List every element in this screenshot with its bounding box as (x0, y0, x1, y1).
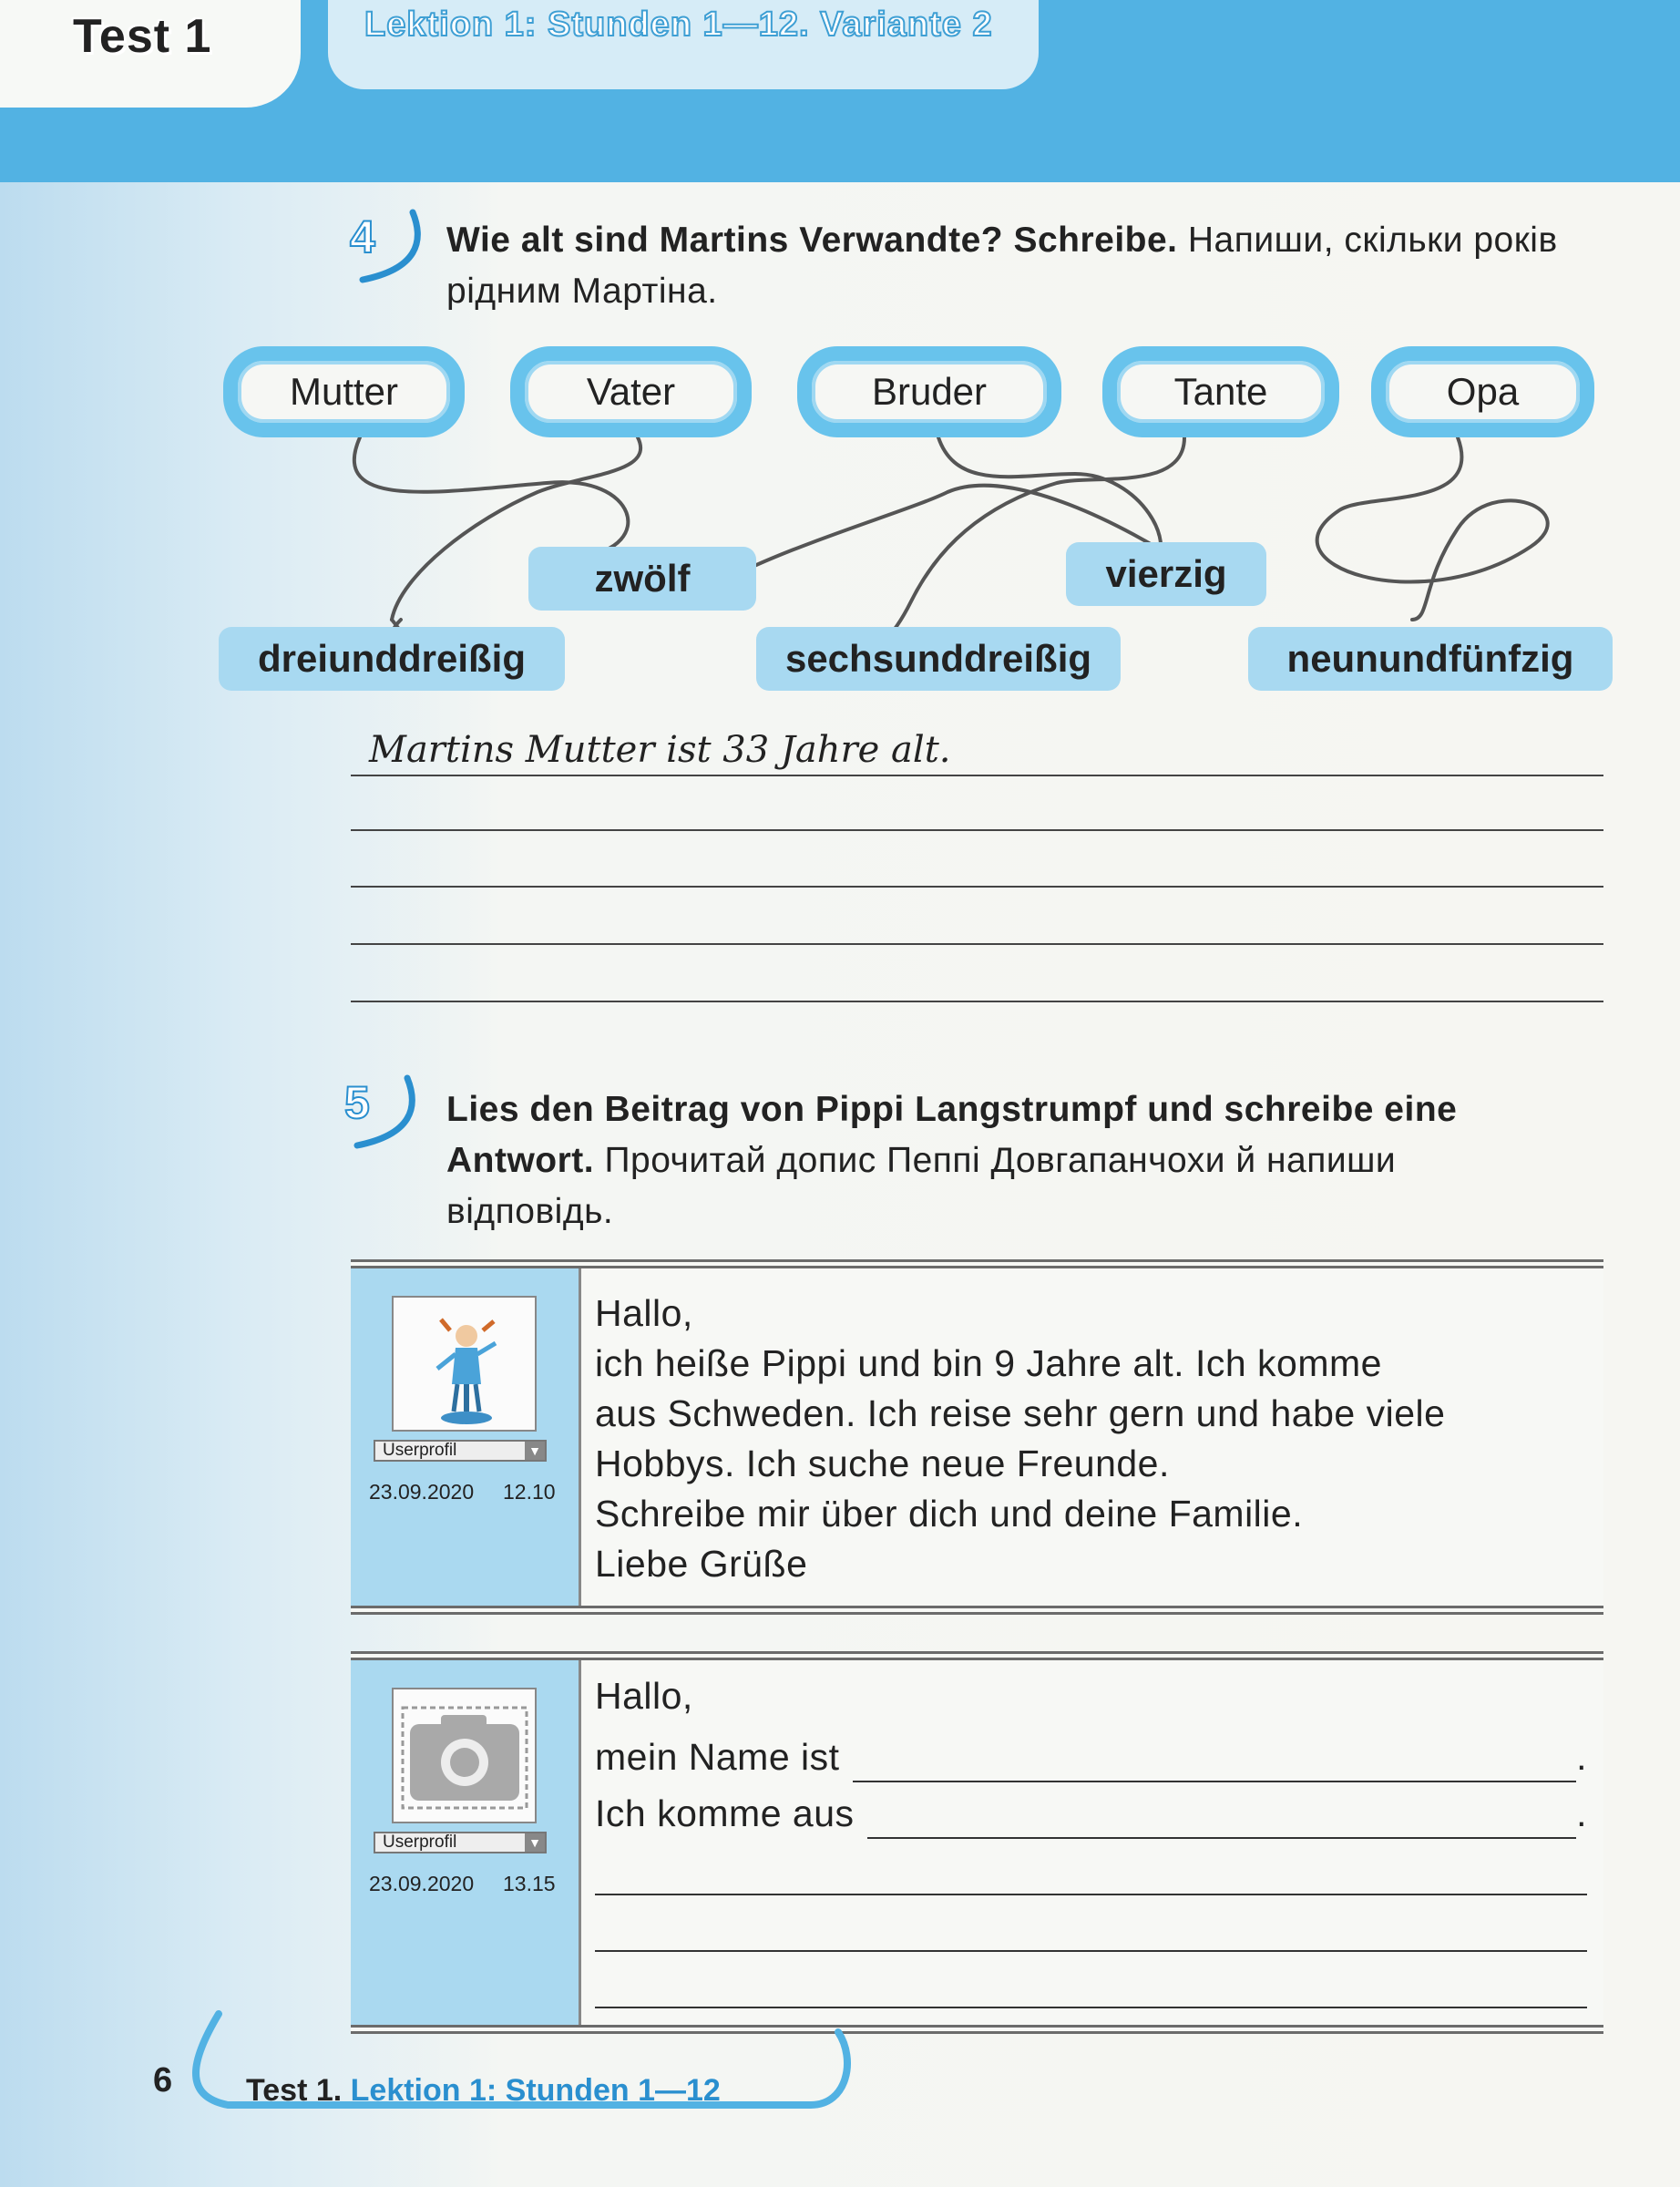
camera-placeholder-icon (394, 1689, 535, 1822)
page-number: 6 (153, 2061, 173, 2100)
number-label-dreiunddreissig: dreiunddreißig (219, 627, 565, 691)
post-line: Hallo, (595, 1292, 693, 1334)
reply-free-row (595, 1839, 1587, 1895)
forum-post-pippi (351, 1259, 1603, 1615)
task-number-badge (339, 1071, 421, 1153)
post-line: ich heiße Pippi und bin 9 Jahre alt. Ich komme (595, 1342, 1382, 1384)
post-time: 12.10 (503, 1480, 556, 1504)
profile-dropdown[interactable] (374, 1832, 547, 1853)
task5-title-de: Lies den Beitrag von Pippi Langstrumpf und schreibe eine (446, 1090, 1458, 1129)
post-line: Hobbys. Ich suche neue Freunde. (595, 1443, 1170, 1484)
relative-box-mutter: Mutter (223, 346, 465, 437)
relative-box-opa: Opa (1371, 346, 1594, 437)
lesson-title: Lektion 1: Stunden 1—12. Variante 2 (364, 5, 993, 44)
number-label-sechsunddreissig: sechsunddreißig (756, 627, 1121, 691)
answer-line[interactable] (351, 775, 1603, 776)
task5-title-de-end: Antwort. (446, 1141, 595, 1180)
number-label-neunundfuenfzig: neunundfünfzig (1248, 627, 1613, 691)
number-label-vierzig: vierzig (1066, 542, 1266, 606)
reply-free-row (595, 1895, 1587, 1952)
reply-country-label: Ich komme aus (595, 1792, 855, 1834)
post-time: 13.15 (503, 1872, 556, 1895)
relative-box-vater: Vater (510, 346, 752, 437)
reply-free-row (595, 1952, 1587, 2008)
task-number: 4 (350, 211, 375, 262)
test-label: Test 1 (73, 10, 212, 63)
avatar (392, 1296, 537, 1432)
post-line: Schreibe mir über dich und deine Familie. (595, 1493, 1304, 1535)
reply-greeting: Hallo, (595, 1675, 693, 1717)
post-line: aus Schweden. Ich reise sehr gern und habe viele (595, 1392, 1446, 1434)
task4-title-uk: Напиши, скільки років рідним Мартіна. (446, 221, 1558, 311)
footer-test: Test 1. (246, 2073, 343, 2108)
relative-box-tante: Tante (1102, 346, 1339, 437)
answer-line[interactable] (595, 1914, 1587, 1952)
relative-box-bruder: Bruder (797, 346, 1061, 437)
reply-name-row (595, 1726, 1587, 1782)
profile-dropdown-label: Userprofil (383, 1441, 457, 1460)
post-date: 23.09.2020 (369, 1480, 475, 1504)
post-line: Liebe Grüße (595, 1543, 808, 1585)
answer-line[interactable] (351, 829, 1603, 831)
user-profile-panel (351, 1660, 581, 2025)
footer-bracket (118, 2005, 866, 2132)
answer-line[interactable] (351, 943, 1603, 945)
task4-title-de: Wie alt sind Martins Verwandte? Schreibe. (446, 221, 1178, 260)
task5-instruction (446, 1084, 1603, 1237)
answer-line[interactable] (351, 886, 1603, 888)
dropdown-arrow-icon: ▼ (525, 1442, 545, 1460)
number-label-zwoelf: zwölf (528, 547, 756, 611)
post-text (595, 1289, 1587, 1589)
avatar (392, 1688, 537, 1823)
footer-lesson: Lektion 1: Stunden 1—12 (350, 2073, 721, 2108)
reply-country-row (595, 1782, 1587, 1839)
answer-line[interactable] (595, 1970, 1587, 2008)
country-answer-line[interactable] (867, 1801, 1577, 1839)
answer-line[interactable] (351, 1001, 1603, 1002)
user-profile-panel (351, 1268, 581, 1606)
reply-form (595, 1671, 1587, 2008)
answer-line[interactable] (595, 1857, 1587, 1895)
forum-post-reply (351, 1651, 1603, 2034)
profile-dropdown-label: Userprofil (383, 1833, 457, 1852)
footer-title (246, 2073, 721, 2109)
profile-dropdown[interactable] (374, 1440, 547, 1462)
post-date: 23.09.2020 (369, 1872, 475, 1895)
task-number: 5 (344, 1077, 370, 1128)
name-answer-line[interactable] (853, 1744, 1577, 1782)
period: . (1576, 1792, 1587, 1834)
period: . (1576, 1736, 1587, 1778)
task5-title-uk: Прочитай допис Пеппі Довгапанчохи й напиши (604, 1141, 1397, 1180)
reply-name-label: mein Name ist (595, 1736, 840, 1778)
dropdown-arrow-icon: ▼ (525, 1833, 545, 1852)
task5-title-uk-end: відповідь. (446, 1192, 614, 1231)
example-sentence: Martins Mutter ist 33 Jahre alt. (369, 729, 951, 771)
pippi-figure-icon (394, 1298, 535, 1430)
